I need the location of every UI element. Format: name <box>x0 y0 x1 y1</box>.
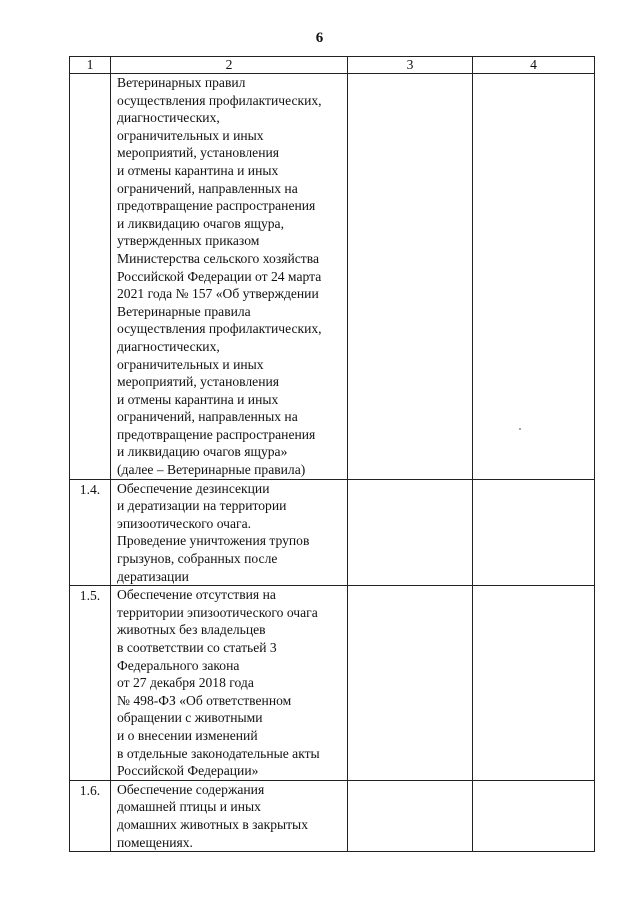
table-row <box>70 780 595 851</box>
row-text <box>111 74 348 480</box>
column-header-3: 3 <box>348 57 473 74</box>
empty-cell <box>473 586 595 781</box>
row-number: 1.4. <box>70 479 111 586</box>
empty-cell <box>473 479 595 586</box>
text-line: и отмены карантина и иных <box>117 162 279 178</box>
empty-cell <box>348 479 473 586</box>
row-number <box>70 74 111 480</box>
text-line: обращении с животными <box>117 710 263 726</box>
text-line: мероприятий, установления <box>117 374 280 390</box>
text-line: Ветеринарных правил <box>117 75 246 90</box>
text-line: Обеспечение содержания <box>117 781 265 797</box>
text-line: грызунов, собранных после <box>117 551 278 567</box>
table-row <box>70 479 595 586</box>
table-row <box>70 586 595 781</box>
text-line: (далее – Ветеринарные правила) <box>117 462 306 478</box>
document-table <box>69 56 595 852</box>
row-text <box>111 586 348 781</box>
row-number: 1.5. <box>70 586 111 781</box>
text-line: в соответствии со статьей 3 <box>117 640 277 655</box>
text-line: и о внесении изменений <box>117 727 258 743</box>
text-line: домашней птицы и иных <box>117 799 261 815</box>
row-number: 1.6. <box>70 780 111 851</box>
text-line: утвержденных приказом <box>117 233 260 249</box>
text-line: территории эпизоотического очага <box>117 604 318 620</box>
empty-cell <box>473 74 595 480</box>
text-line: мероприятий, установления <box>117 145 280 161</box>
text-line: предотвращение распространения <box>117 198 316 214</box>
scan-speck <box>519 428 521 430</box>
text-line: и ликвидацию очагов ящура» <box>117 444 288 460</box>
empty-cell <box>348 586 473 781</box>
text-line: Проведение уничтожения трупов <box>117 533 310 549</box>
column-header-4: 4 <box>473 57 595 74</box>
table-row <box>70 74 595 480</box>
text-line: и дератизации на территории <box>117 498 287 514</box>
page-number: 6 <box>315 30 324 46</box>
text-line: в отдельные законодательные акты <box>117 745 320 761</box>
text-line: осуществления профилактических, <box>117 92 322 108</box>
text-line: ограничительных и иных <box>117 356 264 372</box>
row-text <box>111 479 348 586</box>
text-line: помещениях. <box>117 834 193 850</box>
text-line: домашних животных в закрытых <box>117 816 308 832</box>
text-line: животных без владельцев <box>117 622 266 638</box>
text-line: Министерства сельского хозяйства <box>117 250 319 266</box>
text-line: Федерального закона <box>117 657 240 673</box>
empty-cell <box>348 74 473 480</box>
text-line: Обеспечение отсутствия на <box>117 587 276 603</box>
text-line: осуществления профилактических, <box>117 321 322 337</box>
text-line: предотвращение распространения <box>117 426 316 442</box>
text-line: ограничений, направленных на <box>117 409 298 425</box>
text-line: № 498-ФЗ «Об ответственном <box>117 692 292 708</box>
empty-cell <box>348 780 473 851</box>
text-line: и отмены карантина и иных <box>117 391 279 407</box>
text-line: диагностических, <box>117 338 220 354</box>
text-line: ограничений, направленных на <box>117 180 298 196</box>
text-line: Ветеринарные правила <box>117 303 251 319</box>
row-text <box>111 780 348 851</box>
text-line: диагностических, <box>117 110 220 126</box>
column-header-2: 2 <box>111 57 348 74</box>
column-header-1: 1 <box>70 57 111 74</box>
text-line: ограничительных и иных <box>117 127 264 143</box>
text-line: от 27 декабря 2018 года <box>117 675 254 691</box>
text-line: дератизации <box>117 568 189 584</box>
text-line: 2021 года № 157 «Об утверждении <box>117 286 319 302</box>
text-line: и ликвидацию очагов ящура, <box>117 215 284 231</box>
table-header-row <box>70 57 595 74</box>
text-line: Обеспечение дезинсекции <box>117 480 270 496</box>
text-line: эпизоотического очага. <box>117 515 252 531</box>
empty-cell <box>473 780 595 851</box>
text-line: Российской Федерации» <box>117 763 259 779</box>
text-line: Российской Федерации от 24 марта <box>117 268 322 284</box>
